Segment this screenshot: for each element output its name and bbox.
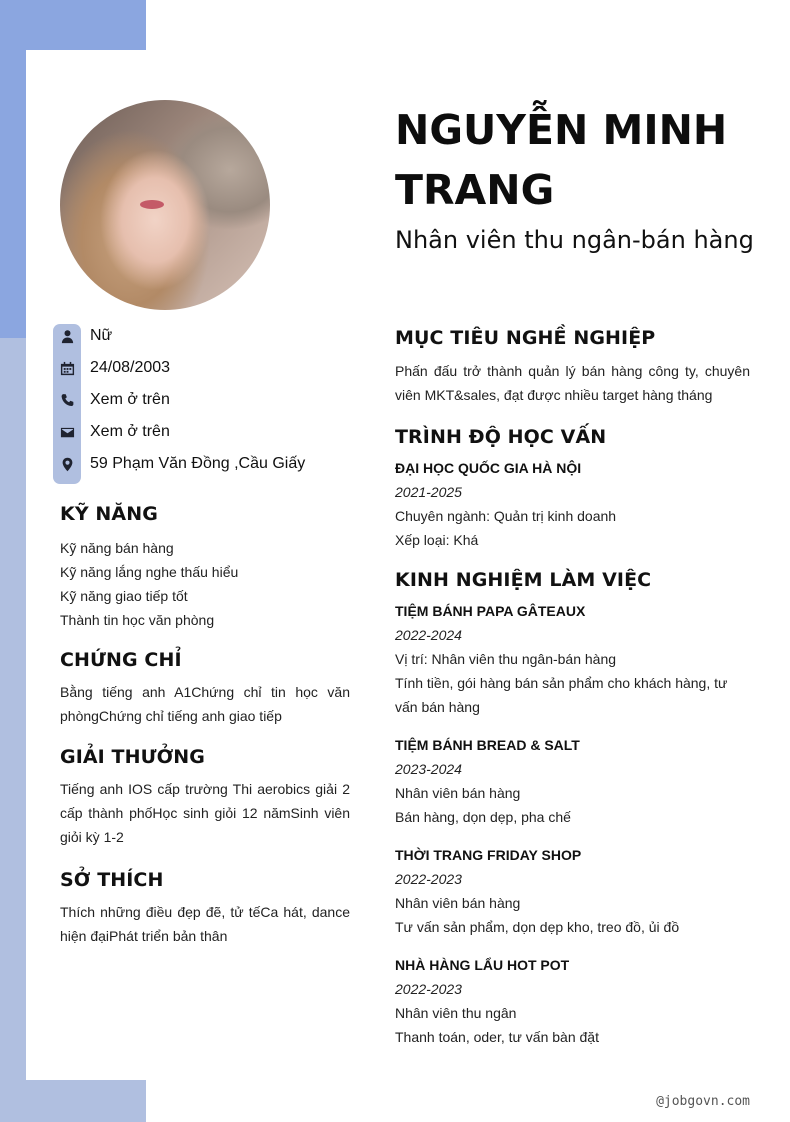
awards-section — [60, 746, 350, 849]
skill-item: Kỹ năng bán hàng — [60, 540, 174, 556]
experience-description: Tư vấn sản phẩm, dọn dẹp kho, treo đồ, ủi đồ — [395, 919, 680, 935]
candidate-job-title: Nhân viên thu ngân-bán hàng — [395, 226, 754, 254]
profile-photo — [60, 100, 270, 310]
experience-period: 2022-2024 — [395, 627, 462, 643]
candidate-name: NGUYỄN MINH TRANG — [395, 106, 728, 214]
skill-item: Thành tin học văn phòng — [60, 612, 215, 628]
footer-watermark: @jobgovn.com — [656, 1094, 750, 1109]
experience-role: Nhân viên thu ngân — [395, 1005, 517, 1021]
contact-address-value: 59 Phạm Văn Đồng ,Cầu Giấy — [90, 455, 306, 472]
certificates-heading: CHỨNG CHỈ — [60, 649, 182, 671]
skill-item: Kỹ năng giao tiếp tốt — [60, 588, 188, 604]
contact-gender — [53, 320, 353, 352]
contact-email — [53, 416, 353, 448]
phone-icon — [53, 384, 81, 416]
awards-text: Tiếng anh IOS cấp trường Thi aerobics giải 2 cấp thành phốHọc sinh giỏi 12 nămSinh viên giỏi kỳ 1-2 — [60, 781, 350, 845]
skills-section — [60, 503, 350, 632]
skills-heading: KỸ NĂNG — [60, 503, 158, 525]
experience-description: Bán hàng, dọn dẹp, pha chế — [395, 809, 571, 825]
experience-description: Thanh toán, oder, tư vấn bàn đặt — [395, 1029, 599, 1045]
experience-description: Tính tiền, gói hàng bán sản phẩm cho khách hàng, tư vấn bán hàng — [395, 675, 728, 715]
skill-item: Kỹ năng lắng nghe thấu hiểu — [60, 564, 239, 580]
contact-gender-value: Nữ — [90, 327, 113, 344]
experience-period: 2022-2023 — [395, 981, 462, 997]
contact-phone — [53, 384, 353, 416]
experience-entry — [395, 843, 750, 939]
education-heading: TRÌNH ĐỘ HỌC VẤN — [395, 426, 607, 448]
experience-entry — [395, 733, 750, 829]
skills-list — [60, 536, 350, 632]
contact-email-value: Xem ở trên — [90, 423, 170, 440]
calendar-icon — [53, 352, 81, 384]
awards-heading: GIẢI THƯỞNG — [60, 746, 205, 768]
experience-period: 2023-2024 — [395, 761, 462, 777]
objective-text: Phấn đấu trở thành quản lý bán hàng công ty, chuyên viên MKT&sales, đạt được nhiều target hàng tháng — [395, 363, 750, 403]
school-name: ĐẠI HỌC QUỐC GIA HÀ NỘI — [395, 460, 582, 476]
objective-heading: MỤC TIÊU NGHỀ NGHIỆP — [395, 327, 656, 349]
experience-role: Vị trí: Nhân viên thu ngân-bán hàng — [395, 651, 617, 667]
experience-entry — [395, 599, 750, 719]
contact-birthday — [53, 352, 353, 384]
person-icon — [53, 320, 81, 352]
education-section — [395, 426, 750, 552]
hobbies-section — [60, 869, 350, 948]
education-major: Chuyên ngành: Quản trị kinh doanh — [395, 508, 617, 524]
hobbies-text: Thích những điều đẹp đẽ, tử tếCa hát, dance hiện đạiPhát triển bản thân — [60, 904, 350, 944]
experience-section — [395, 569, 750, 1049]
education-period: 2021-2025 — [395, 484, 462, 500]
education-grade: Xếp loại: Khá — [395, 532, 479, 548]
experience-company: TIỆM BÁNH PAPA GÂTEAUX — [395, 603, 586, 619]
experience-company: NHÀ HÀNG LẨU HOT POT — [395, 957, 570, 973]
experience-company: TIỆM BÁNH BREAD & SALT — [395, 737, 580, 753]
experience-period: 2022-2023 — [395, 871, 462, 887]
contact-address — [53, 448, 353, 480]
education-entry — [395, 456, 750, 552]
experience-company: THỜI TRANG FRIDAY SHOP — [395, 847, 582, 863]
experience-entry — [395, 953, 750, 1049]
mail-icon — [53, 416, 81, 448]
experience-heading: KINH NGHIỆM LÀM VIỆC — [395, 569, 652, 591]
experience-role: Nhân viên bán hàng — [395, 895, 521, 911]
contact-birthday-value: 24/08/2003 — [90, 359, 171, 376]
location-pin-icon — [53, 448, 81, 480]
certificates-text: Bằng tiếng anh A1Chứng chỉ tin học văn phòngChứng chỉ tiếng anh giao tiếp — [60, 684, 350, 724]
certificates-section — [60, 649, 350, 728]
contact-phone-value: Xem ở trên — [90, 391, 170, 408]
objective-section — [395, 327, 750, 407]
hobbies-heading: SỞ THÍCH — [60, 869, 164, 891]
experience-role: Nhân viên bán hàng — [395, 785, 521, 801]
